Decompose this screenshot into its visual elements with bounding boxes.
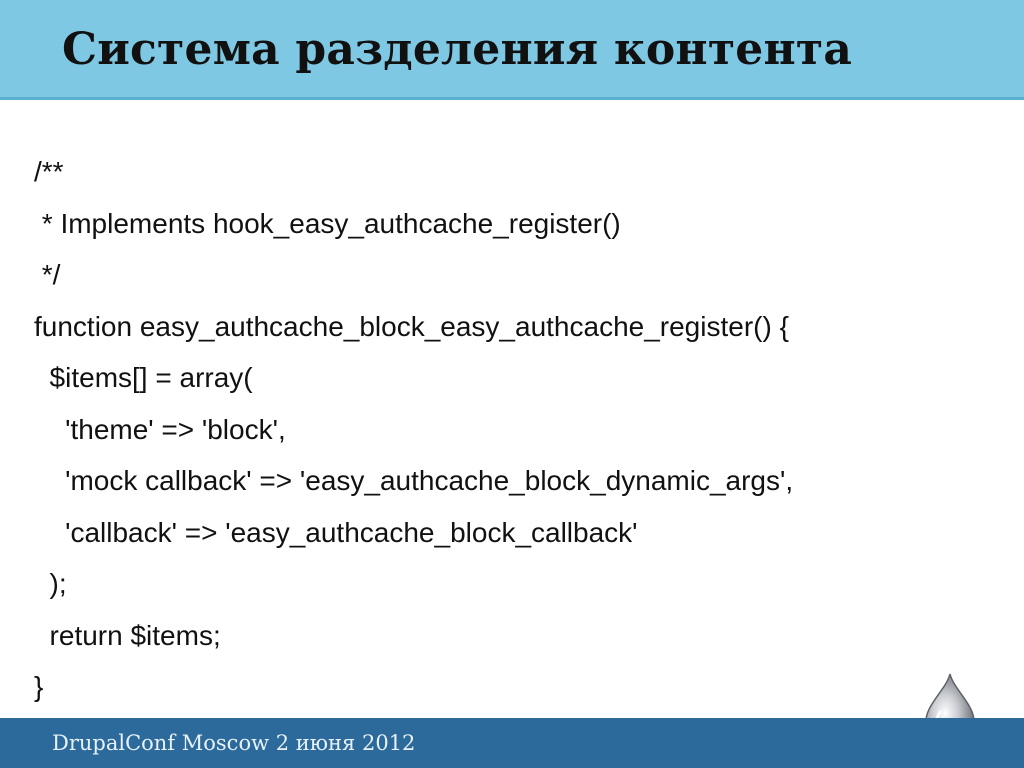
code-line: return $items; <box>34 619 221 651</box>
code-line: /** <box>34 156 64 187</box>
code-line: 'theme' => 'block', <box>34 413 286 445</box>
code-line: 'mock callback' => 'easy_authcache_block_dynamic_args', <box>34 465 794 496</box>
code-line: 'callback' => 'easy_authcache_block_callback' <box>34 516 638 548</box>
code-line: */ <box>34 259 61 290</box>
footer-text: DrupalConf Moscow 2 июня 2012 <box>52 731 416 755</box>
code-block <box>34 146 994 713</box>
code-line: } <box>34 671 44 702</box>
code-line: function easy_authcache_block_easy_authcache_register() { <box>34 310 789 342</box>
slide-title: Система разделения контента <box>62 24 853 75</box>
code-line: $items[] = array( <box>34 362 253 393</box>
slide-header <box>0 0 1024 100</box>
slide-footer <box>0 718 1024 768</box>
code-line: * Implements hook_easy_authcache_register() <box>34 207 621 239</box>
code-line: ); <box>34 568 67 599</box>
